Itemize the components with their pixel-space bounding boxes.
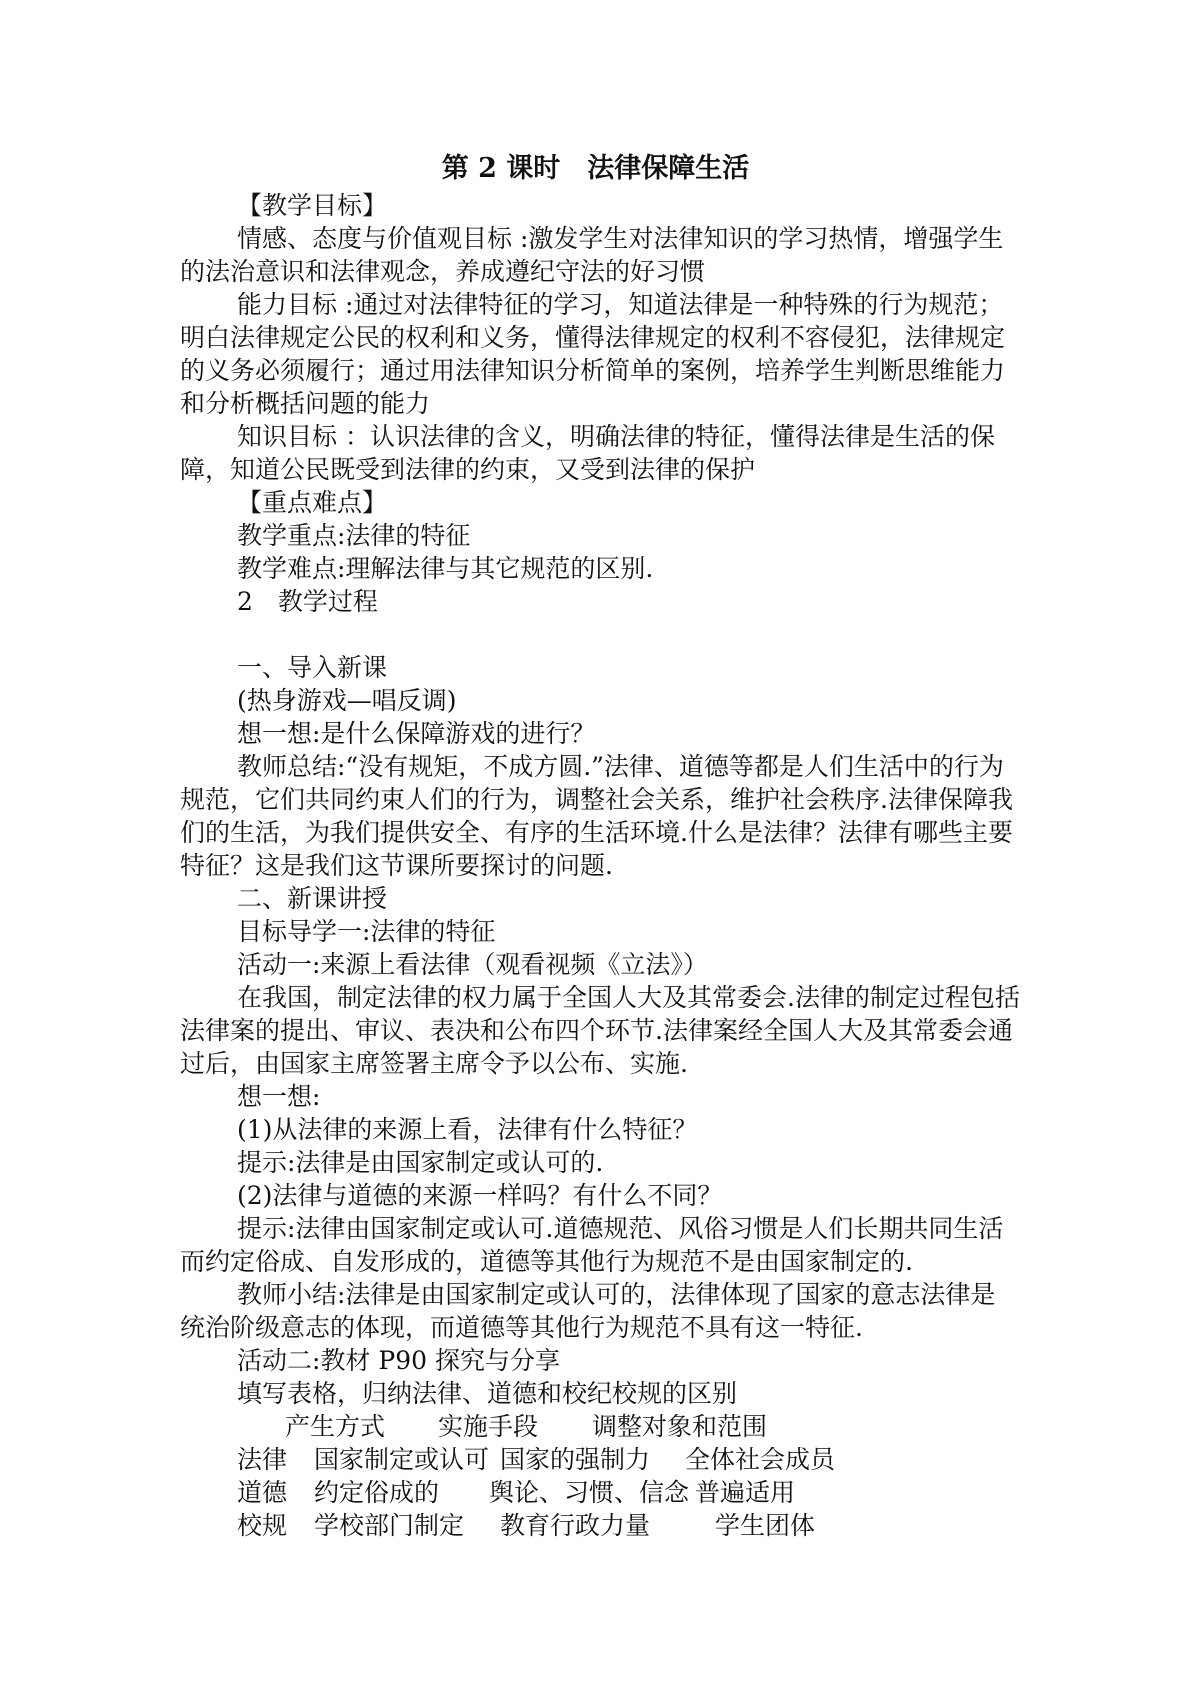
table-row xyxy=(180,1443,1020,1476)
hint-2: 提示:法律由国家制定或认可.道德规范、风俗习惯是人们长期共同生活而约定俗成、自发形成的，道德等其他行为规范不是由国家制定的. xyxy=(180,1214,1004,1276)
lawmaking-text: 在我国，制定法律的权力属于全国人大及其常委会.法律的制定过程包括法律案的提出、审议、表决和公布四个环节.法律案经全国人大及其常委会通过后，由国家主席签署主席令予以公布、实施. xyxy=(180,983,1020,1078)
goal-guide-1: 目标导学一:法律的特征 xyxy=(237,917,496,946)
table-row xyxy=(180,1509,1020,1542)
table-cell: 国家的强制力 xyxy=(500,1445,651,1474)
blank-line xyxy=(180,618,1020,651)
part-two-heading: 二、新课讲授 xyxy=(237,884,388,913)
table-cell: 学校部门制定 xyxy=(314,1511,465,1540)
table-row-label: 法律 xyxy=(237,1445,288,1474)
document-body xyxy=(180,189,1020,1542)
table-header: 实施手段 xyxy=(438,1412,539,1441)
objective-knowledge: 知识目标 ：认识法律的含义，明确法律的特征，懂得法律是生活的保障，知道公民既受到法律的约束，又受到法律的保护 xyxy=(180,422,995,484)
question-2: (2)法律与道德的来源一样吗？有什么不同？ xyxy=(237,1181,723,1210)
think-question-1: 想一想:是什么保障游戏的进行？ xyxy=(237,719,596,748)
table-header-row xyxy=(180,1410,1020,1443)
question-1: (1)从法律的来源上看，法律有什么特征？ xyxy=(237,1115,698,1144)
section-heading-objectives: 【教学目标】 xyxy=(237,191,388,220)
table-cell: 教育行政力量 xyxy=(500,1511,651,1540)
teacher-summary-1: 教师总结:“没有规矩，不成方圆.”法律、道德等都是人们生活中的行为规范，它们共同约束人们的行为，调整社会关系，维护社会秩序.法律保障我们的生活，为我们提供安全、有序的生活环境.什么是法律？法律有哪些主要特征？这是我们这节课所要探讨的问题. xyxy=(180,752,1013,880)
fill-table-instruction: 填写表格，归纳法律、道德和校纪校规的区别 xyxy=(237,1379,738,1408)
table-cell: 普遍适用 xyxy=(695,1478,796,1507)
table-row-label: 道德 xyxy=(237,1478,288,1507)
section-heading-process: 2 教学过程 xyxy=(237,587,378,616)
section-heading-keypoints: 【重点难点】 xyxy=(237,488,388,517)
think-label: 想一想: xyxy=(237,1082,321,1111)
table-cell: 全体社会成员 xyxy=(685,1445,836,1474)
part-one-heading: 一、导入新课 xyxy=(237,653,388,682)
hint-1: 提示:法律是由国家制定或认可的. xyxy=(237,1148,604,1177)
table-cell: 国家制定或认可 xyxy=(314,1445,490,1474)
teaching-focus: 教学重点:法律的特征 xyxy=(237,521,471,550)
page-title: 第 2 课时 法律保障生活 xyxy=(441,153,750,184)
comparison-table xyxy=(180,1410,1020,1542)
table-cell: 舆论、习惯、信念 xyxy=(489,1478,690,1507)
objective-emotion: 情感、态度与价值观目标 :激发学生对法律知识的学习热情，增强学生的法治意识和法律观念，养成遵纪守法的好习惯 xyxy=(180,224,1004,286)
teaching-difficulty: 教学难点:理解法律与其它规范的区别. xyxy=(237,554,654,583)
teacher-summary-2: 教师小结:法律是由国家制定或认可的，法律体现了国家的意志法律是统治阶级意志的体现，而道德等其他行为规范不具有这一特征. xyxy=(180,1280,996,1342)
activity-2: 活动二:教材 P90 探究与分享 xyxy=(237,1346,560,1375)
objective-ability: 能力目标 :通过对法律特征的学习，知道法律是一种特殊的行为规范；明白法律规定公民的权利和义务，懂得法律规定的权利不容侵犯，法律规定的义务必须履行；通过用法律知识分析简单的案例，培养学生判断思维能力和分析概括问题的能力 xyxy=(180,290,1006,418)
activity-1: 活动一:来源上看法律（观看视频《立法》） xyxy=(237,950,708,979)
table-header: 调整对象和范围 xyxy=(592,1412,768,1441)
table-cell: 学生团体 xyxy=(715,1511,816,1540)
table-cell: 约定俗成的 xyxy=(314,1478,440,1507)
table-header: 产生方式 xyxy=(285,1412,386,1441)
warmup-game: (热身游戏—唱反调) xyxy=(237,686,457,715)
table-row-label: 校规 xyxy=(237,1511,288,1540)
table-row xyxy=(180,1476,1020,1509)
